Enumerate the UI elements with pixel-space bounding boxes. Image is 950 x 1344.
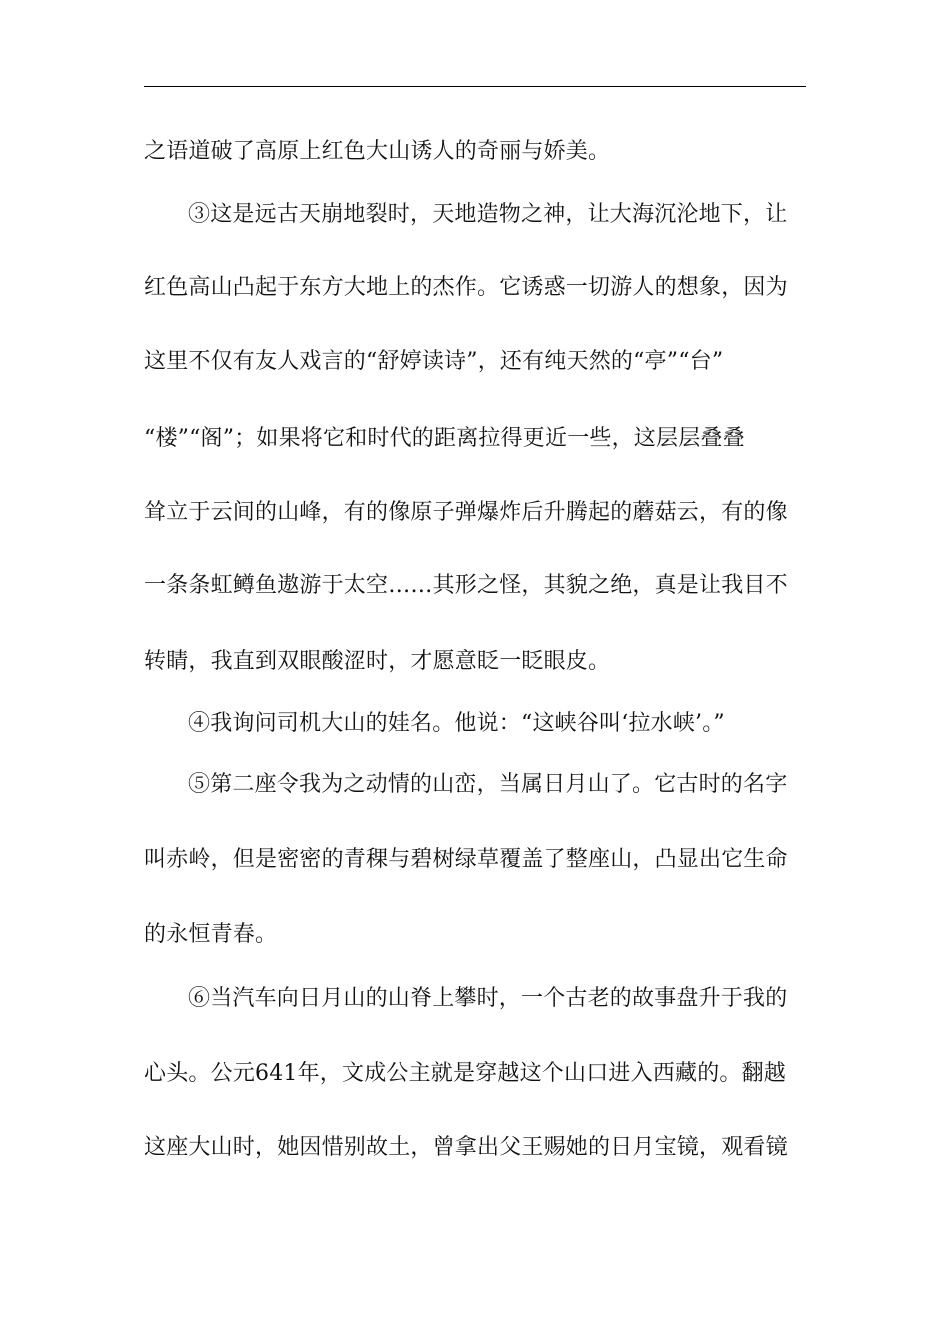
- text-line: 心头。公元641年，文成公主就是穿越这个山口进入西藏的。翻越: [144, 1061, 786, 1086]
- text-line: 这里不仅有友人戏言的“舒婷读诗”，还有纯天然的“亭”“台”: [144, 349, 724, 374]
- text-line: 这座大山时，她因惜别故土，曾拿出父王赐她的日月宝镜，观看镜: [144, 1135, 788, 1160]
- text-line: 转睛，我直到双眼酸涩时，才愿意眨一眨眼皮。: [144, 649, 611, 674]
- text-line: 叫赤岭，但是密密的青稞与碧树绿草覆盖了整座山，凸显出它生命: [144, 847, 788, 872]
- header-rule: [144, 86, 806, 87]
- text-line: 耸立于云间的山峰，有的像原子弹爆炸后升腾起的蘑菇云，有的像: [144, 500, 788, 525]
- text-line: ⑥当汽车向日月山的山脊上攀时，一个古老的故事盘升于我的: [188, 986, 788, 1011]
- text-line: “楼”“阁”；如果将它和时代的距离拉得更近一些，这层层叠叠: [144, 426, 745, 451]
- text-line: ③这是远古天崩地裂时，天地造物之神，让大海沉沦地下，让: [188, 202, 788, 227]
- text-line: ④我询问司机大山的娃名。他说：“这峡谷叫‘拉水峡’。”: [188, 711, 725, 736]
- text-line: 的永恒青春。: [144, 922, 278, 947]
- text-line: ⑤第二座令我为之动情的山峦，当属日月山了。它古时的名字: [188, 772, 788, 797]
- text-line: 之语道破了高原上红色大山诱人的奇丽与娇美。: [144, 139, 611, 164]
- text-line: 一条条虹鳟鱼遨游于太空……其形之怪，其貌之绝，真是让我目不: [144, 573, 788, 598]
- text-line: 红色高山凸起于东方大地上的杰作。它诱惑一切游人的想象，因为: [144, 275, 788, 300]
